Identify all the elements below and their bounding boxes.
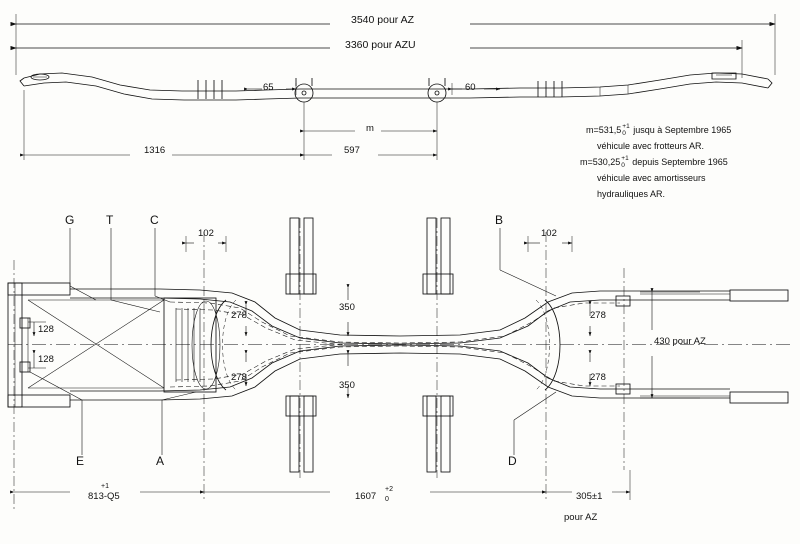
dimension-813: 813-Q5 xyxy=(88,491,120,502)
dimension-65: 65 xyxy=(263,82,274,93)
dimension-813-tolerance: +1 xyxy=(101,483,109,490)
dimension-1316: 1316 xyxy=(144,145,166,156)
note-line-1-sub: véhicule avec frotteurs AR. xyxy=(597,141,705,151)
dimension-overall-az: 3540 pour AZ xyxy=(351,14,415,26)
dimension-102-left: 102 xyxy=(198,228,214,239)
dimension-1607-tolerance-upper: +2 xyxy=(385,486,393,493)
dimension-128-upper: 128 xyxy=(38,324,54,335)
note-line-2 xyxy=(580,156,728,169)
callout-a: A xyxy=(156,454,165,468)
note-2-prefix: m= xyxy=(580,157,593,167)
dimension-350-bottom: 350 xyxy=(339,380,355,391)
side-view-lower-dimensions xyxy=(24,90,437,160)
dimension-597: 597 xyxy=(344,145,360,156)
dimension-1607-tolerance-lower: 0 xyxy=(385,496,389,503)
dimension-m: m xyxy=(366,123,374,134)
note-1-tolerance: +1 0 xyxy=(622,123,630,137)
dimension-278-bottom-right: 278 xyxy=(590,372,606,383)
dimension-430-pour-az: 430 pour AZ xyxy=(654,336,706,347)
side-view-chassis-profile xyxy=(20,73,772,102)
dimension-305: 305±1 xyxy=(576,491,603,502)
note-2-number: 530,25 xyxy=(592,157,621,167)
dimension-350-top: 350 xyxy=(339,302,355,313)
callout-t: T xyxy=(106,213,114,227)
note-1-suffix: jusqu à Septembre 1965 xyxy=(633,125,732,135)
dimension-102-right: 102 xyxy=(541,228,557,239)
dimension-60: 60 xyxy=(465,82,476,93)
note-1-number: 531,5 xyxy=(598,125,622,135)
note-line-2-sub: véhicule avec amortisseurs xyxy=(597,173,706,183)
dimension-128-lower: 128 xyxy=(38,354,54,365)
dimension-278-top-right: 278 xyxy=(590,310,606,321)
plan-view-dimension-lines xyxy=(14,236,700,500)
note-2-tolerance: +1 0 xyxy=(621,155,629,169)
note-2-suffix: depuis Septembre 1965 xyxy=(632,157,728,167)
note-1-prefix: m= xyxy=(586,125,599,135)
callout-d: D xyxy=(508,454,517,468)
callout-b: B xyxy=(495,213,504,227)
dimension-278-bottom-left: 278 xyxy=(231,372,247,383)
dimension-overall-azu: 3360 pour AZU xyxy=(345,39,416,51)
dimension-305-note: pour AZ xyxy=(564,512,598,523)
callout-g: G xyxy=(65,213,75,227)
note-line-2-sub2: hydrauliques AR. xyxy=(597,189,666,199)
dimension-278-top-left: 278 xyxy=(231,310,247,321)
note-line-1 xyxy=(586,124,731,137)
dimension-1607: 1607 xyxy=(355,491,377,502)
callout-e: E xyxy=(76,454,85,468)
callout-c: C xyxy=(150,213,159,227)
plan-view-leader-lines xyxy=(30,228,556,455)
plan-view-chassis xyxy=(8,218,792,512)
